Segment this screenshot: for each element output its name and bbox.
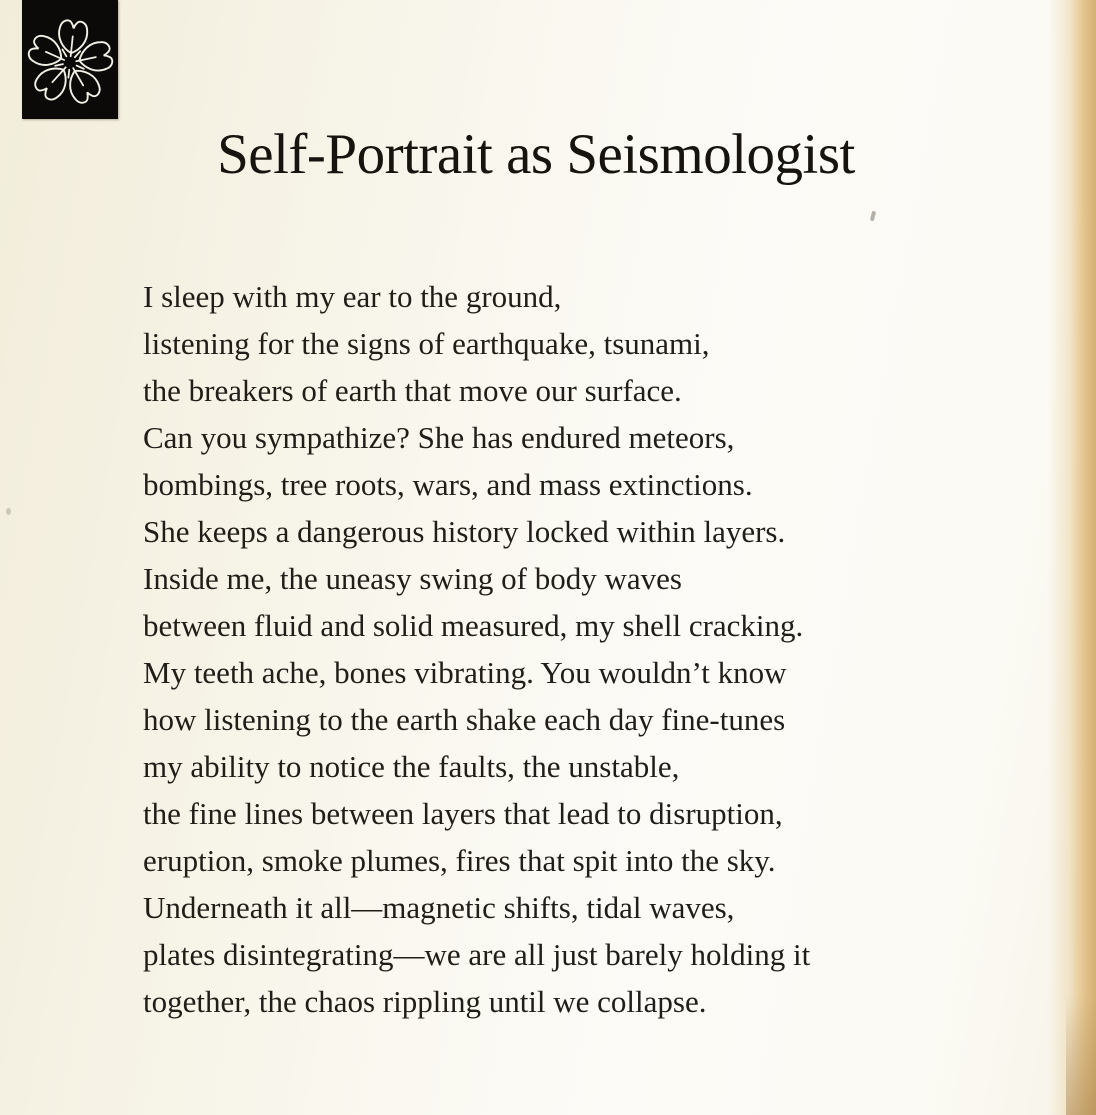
- poem-line: I sleep with my ear to the ground,: [143, 279, 562, 314]
- poem-line: My teeth ache, bones vibrating. You wouldn’t know: [143, 655, 787, 690]
- page-edge-shadow: [1048, 0, 1096, 1115]
- poem-line: Underneath it all—magnetic shifts, tidal waves,: [143, 890, 735, 925]
- poem-line: eruption, smoke plumes, fires that spit into the sky.: [143, 843, 776, 878]
- poem-line: my ability to notice the faults, the unstable,: [143, 749, 680, 784]
- scan-speck: [6, 508, 11, 515]
- poem-line: plates disintegrating—we are all just barely holding it: [143, 937, 811, 972]
- poem-line: together, the chaos rippling until we collapse.: [143, 984, 707, 1019]
- poem-line: the fine lines between layers that lead to disruption,: [143, 796, 783, 831]
- poem-line: the breakers of earth that move our surface.: [143, 373, 682, 408]
- poem-title: Self-Portrait as Seismologist: [217, 123, 855, 186]
- poem-line: bombings, tree roots, wars, and mass extinctions.: [143, 467, 753, 502]
- scan-speck: [870, 211, 876, 222]
- poem-line: Inside me, the uneasy swing of body waves: [143, 561, 682, 596]
- poem-line: how listening to the earth shake each day fine-tunes: [143, 702, 786, 737]
- sakura-flower-icon: [22, 10, 118, 112]
- chapter-ornament: [22, 0, 118, 119]
- poem-body: [143, 273, 963, 1025]
- poem-line: listening for the signs of earthquake, tsunami,: [143, 326, 710, 361]
- poem-line: Can you sympathize? She has endured meteors,: [143, 420, 735, 455]
- poem-line: between fluid and solid measured, my shell cracking.: [143, 608, 804, 643]
- poem-line: She keeps a dangerous history locked within layers.: [143, 514, 786, 549]
- page-edge-corner-shadow: [1066, 995, 1096, 1115]
